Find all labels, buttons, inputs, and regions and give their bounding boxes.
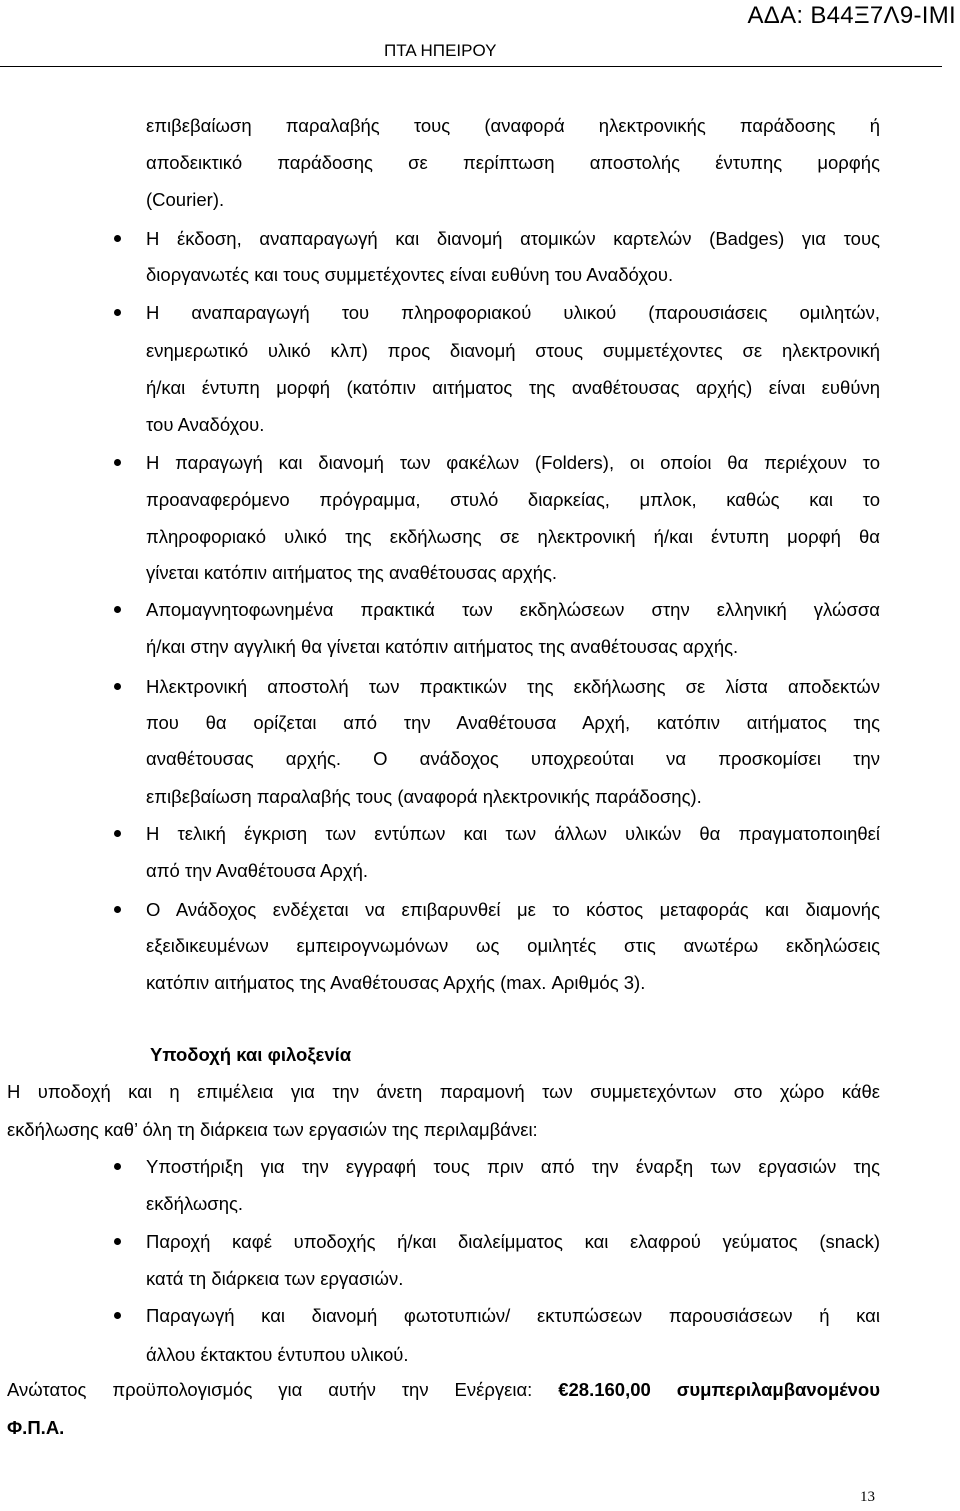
bullet-item-line: επιβεβαίωση παραλαβής τους (αναφορά ηλεκτρονικής παράδοσης). [146,786,702,807]
ada-code: ΑΔΑ: Β44Ξ7Λ9-ΙΜΙ [747,2,956,29]
bullet-item-line: γίνεται κατόπιν αιτήματος της αναθέτουσας αρχής. [146,562,558,583]
bullet-item-line: άλλου έκτακτου έντυπου υλικού. [146,1344,409,1365]
bullet-item-line: εκδήλωσης. [146,1193,244,1214]
bullet-item-line: Η παραγωγή και διανομή των φακέλων (Folders), οι οποίοι θα περιέχουν το [146,452,880,473]
bullet-item-line: που θα ορίζεται από την Αναθέτουσα Αρχή, κατόπιν αιτήματος της [146,712,880,733]
bullet-item-line: Παραγωγή και διανομή φωτοτυπιών/ εκτυπώσεων παρουσιάσεων ή και [146,1305,880,1326]
bullet-item-line: Η αναπαραγωγή του πληροφοριακού υλικού (παρουσιάσεις ομιλητών, [146,302,880,323]
paragraph-line: αποδεικτικό παράδοσης σε περίπτωση αποστολής έντυπης μορφής [146,152,880,173]
bullet-item-line: Η τελική έγκριση των εντύπων και των άλλων υλικών θα πραγματοποιηθεί [146,823,880,844]
paragraph-line: (Courier). [146,189,225,210]
bullet-item-line: ή/και έντυπη μορφή (κατόπιν αιτήματος της αναθέτουσας αρχής) είναι ευθύνη [146,377,880,398]
header-organization: ΠΤΑ ΗΠΕΙΡΟΥ [384,41,497,60]
header-divider [0,66,942,67]
budget-vat: Φ.Π.Α. [7,1417,65,1438]
intro-line: Η υποδοχή και η επιμέλεια για την άνετη παραμονή των συμμετεχόντων στο χώρο κάθε [7,1081,880,1102]
bullet-item-line: αναθέτουσας αρχής. Ο ανάδοχος υποχρεούται να προσκομίσει την [146,748,880,769]
bullet-icon [114,906,121,913]
bullet-icon [114,235,121,242]
bullet-item-line: από την Αναθέτουσα Αρχή. [146,860,369,881]
bullet-item-line: ή/και στην αγγλική θα γίνεται κατόπιν αιτήματος της αναθέτουσας αρχής. [146,636,739,657]
bullet-icon [114,1163,121,1170]
bullet-item-line: Ο Ανάδοχος ενδέχεται να επιβαρυνθεί με το κόστος μεταφοράς και διαμονής [146,899,880,920]
bullet-item-line: Υποστήριξη για την εγγραφή τους πριν από την έναρξη των εργασιών της [146,1156,880,1177]
bullet-icon [114,1238,121,1245]
section-heading: Υποδοχή και φιλοξενία [150,1044,352,1065]
bullet-item-line: κατά τη διάρκεια των εργασιών. [146,1268,404,1289]
bullet-item-line: ενημερωτικό υλικό κλπ) προς διανομή στους συμμετέχοντες σε ηλεκτρονική [146,340,880,361]
bullet-item-line: Ηλεκτρονική αποστολή των πρακτικών της εκδήλωσης σε λίστα αποδεκτών [146,676,880,697]
bullet-icon [114,606,121,613]
bullet-icon [114,309,121,316]
bullet-item-line: Η έκδοση, αναπαραγωγή και διανομή ατομικών καρτελών (Badges) για τους [146,228,880,249]
bullet-item-line: Απομαγνητοφωνημένα πρακτικά των εκδηλώσεων στην ελληνική γλώσσα [146,599,880,620]
bullet-icon [114,683,121,690]
bullet-item-line: του Αναδόχου. [146,414,265,435]
budget-label: Ανώτατος προϋπολογισμός για αυτήν την Ενέργεια: [7,1379,533,1400]
page-number: 13 [860,1489,875,1505]
bullet-item-line: προαναφερόμενο πρόγραμμα, στυλό διαρκείας, μπλοκ, καθώς και το [146,489,880,510]
bullet-icon [114,1312,121,1319]
bullet-item-line: διοργανωτές και τους συμμετέχοντες είναι ευθύνη του Αναδόχου. [146,264,674,285]
intro-line: εκδήλωσης καθ’ όλη τη διάρκεια των εργασιών της περιλαμβάνει: [7,1119,538,1140]
bullet-item-line: Παροχή καφέ υποδοχής ή/και διαλείμματος και ελαφρού γεύματος (snack) [146,1231,880,1252]
bullet-item-line: κατόπιν αιτήματος της Αναθέτουσας Αρχής (max. Αριθμός 3). [146,972,646,993]
budget-amount: €28.160,00 συμπεριλαμβανομένου [558,1379,881,1400]
bullet-item-line: εξειδικευμένων εμπειρογνωμόνων ως ομιλητές στις ανωτέρω εκδηλώσεις [146,935,880,956]
bullet-icon [114,459,121,466]
budget-line [7,1379,880,1401]
bullet-icon [114,830,121,837]
bullet-item-line: πληροφοριακό υλικό της εκδήλωσης σε ηλεκτρονική ή/και έντυπη μορφή θα [146,526,880,547]
paragraph-line: επιβεβαίωση παραλαβής τους (αναφορά ηλεκτρονικής παράδοσης ή [146,115,880,136]
